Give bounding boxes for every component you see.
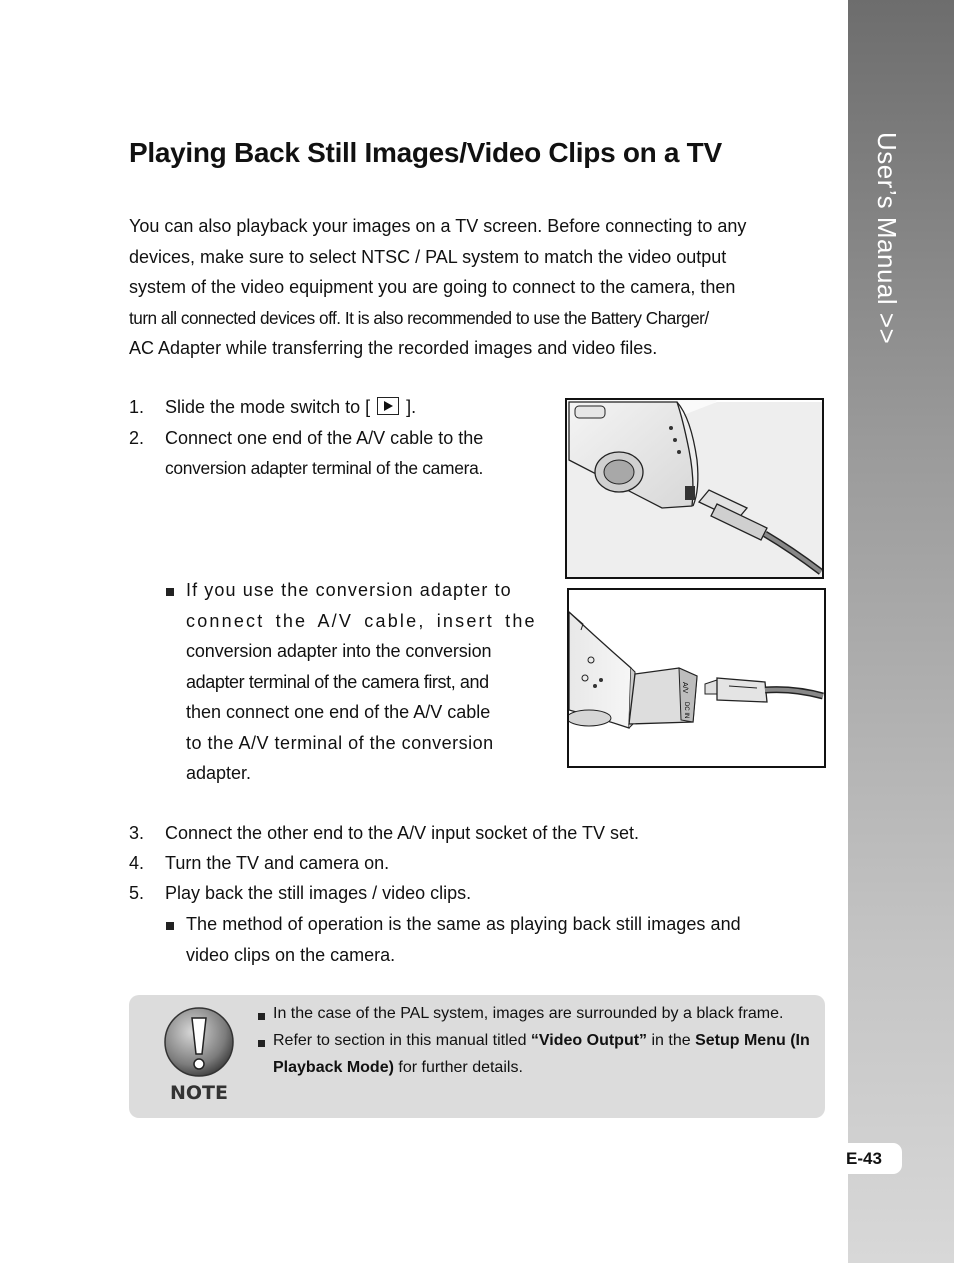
step-5 bbox=[129, 878, 471, 909]
note-text: for further details. bbox=[393, 1059, 523, 1076]
step-number: 2. bbox=[129, 428, 145, 448]
adapter-line: connect the A/V cable, insert the bbox=[186, 610, 537, 631]
step-text: Play back the still images / video clips. bbox=[165, 883, 472, 903]
note-text: Refer to section in this manual titled bbox=[273, 1032, 531, 1049]
step-number: 1. bbox=[129, 397, 145, 417]
adapter-line: to the A/V terminal of the conversion bbox=[186, 732, 494, 753]
adapter-line: If you use the conversion adapter to bbox=[186, 580, 512, 600]
conversion-adapter-illustration bbox=[567, 588, 826, 768]
adapter-line: adapter terminal of the camera first, and bbox=[186, 671, 489, 692]
method-line: The method of operation is the same as playing back still images and bbox=[186, 914, 741, 934]
step-text: Slide the mode switch to [ bbox=[165, 397, 371, 417]
adapter-line: then connect one end of the A/V cable bbox=[186, 702, 491, 722]
step-3 bbox=[129, 818, 639, 849]
note-item-2 bbox=[273, 1027, 821, 1081]
dc-in-label: DC IN bbox=[683, 702, 689, 719]
camera-cable-drawing bbox=[567, 400, 822, 577]
method-line: video clips on the camera. bbox=[186, 944, 396, 965]
bullet-marker bbox=[166, 922, 174, 930]
step-2 bbox=[129, 423, 483, 454]
step-2-line-2: conversion adapter terminal of the camera. bbox=[165, 458, 483, 478]
note-bold-text: Setup Menu (In Playback Mode) bbox=[273, 1032, 810, 1076]
note-icon bbox=[162, 1006, 236, 1106]
intro-line: AC Adapter while transferring the recorded images and video files. bbox=[129, 338, 658, 358]
intro-line: You can also playback your images on a TV screen. Before connecting to any bbox=[129, 216, 747, 236]
note-item-1: In the case of the PAL system, images are surrounded by a black frame. bbox=[273, 1005, 784, 1022]
step-text: Turn the TV and camera on. bbox=[165, 853, 390, 873]
step-text: Connect the other end to the A/V input socket of the TV set. bbox=[165, 823, 639, 843]
adapter-line: conversion adapter into the conversion bbox=[186, 641, 492, 661]
adapter-instructions bbox=[186, 575, 537, 789]
step-1 bbox=[129, 392, 416, 423]
exclamation-icon bbox=[162, 1006, 236, 1106]
step-4 bbox=[129, 848, 389, 879]
bullet-marker bbox=[166, 588, 174, 596]
playback-mode-icon bbox=[377, 397, 399, 415]
step-text: Connect one end of the A/V cable to the bbox=[165, 428, 484, 448]
note-text: in the bbox=[647, 1032, 696, 1049]
method-note bbox=[186, 909, 826, 970]
intro-paragraph bbox=[129, 211, 825, 364]
step-number: 3. bbox=[129, 823, 145, 843]
adapter-drawing bbox=[569, 590, 824, 766]
av-label: A/V bbox=[681, 682, 688, 694]
camera-cable-illustration bbox=[565, 398, 824, 579]
step-number: 5. bbox=[129, 883, 145, 903]
page-title: Playing Back Still Images/Video Clips on a TV bbox=[129, 137, 722, 168]
page-number: E-43 bbox=[838, 1143, 902, 1174]
bullet-marker bbox=[258, 1013, 265, 1020]
manual-title: User’s Manual >> bbox=[872, 132, 902, 345]
step-text-end: ]. bbox=[406, 397, 417, 417]
note-bold-text: “Video Output” bbox=[530, 1032, 648, 1049]
note-label: NOTE bbox=[170, 1082, 228, 1104]
intro-line: devices, make sure to select NTSC / PAL system to match the video output bbox=[129, 246, 727, 267]
step-number: 4. bbox=[129, 853, 145, 873]
intro-line: turn all connected devices off. It is also recommended to use the Battery Charger/ bbox=[129, 307, 709, 328]
adapter-line: adapter. bbox=[186, 763, 252, 783]
bullet-marker bbox=[258, 1040, 265, 1047]
intro-line: system of the video equipment you are going to connect to the camera, then bbox=[129, 277, 736, 297]
